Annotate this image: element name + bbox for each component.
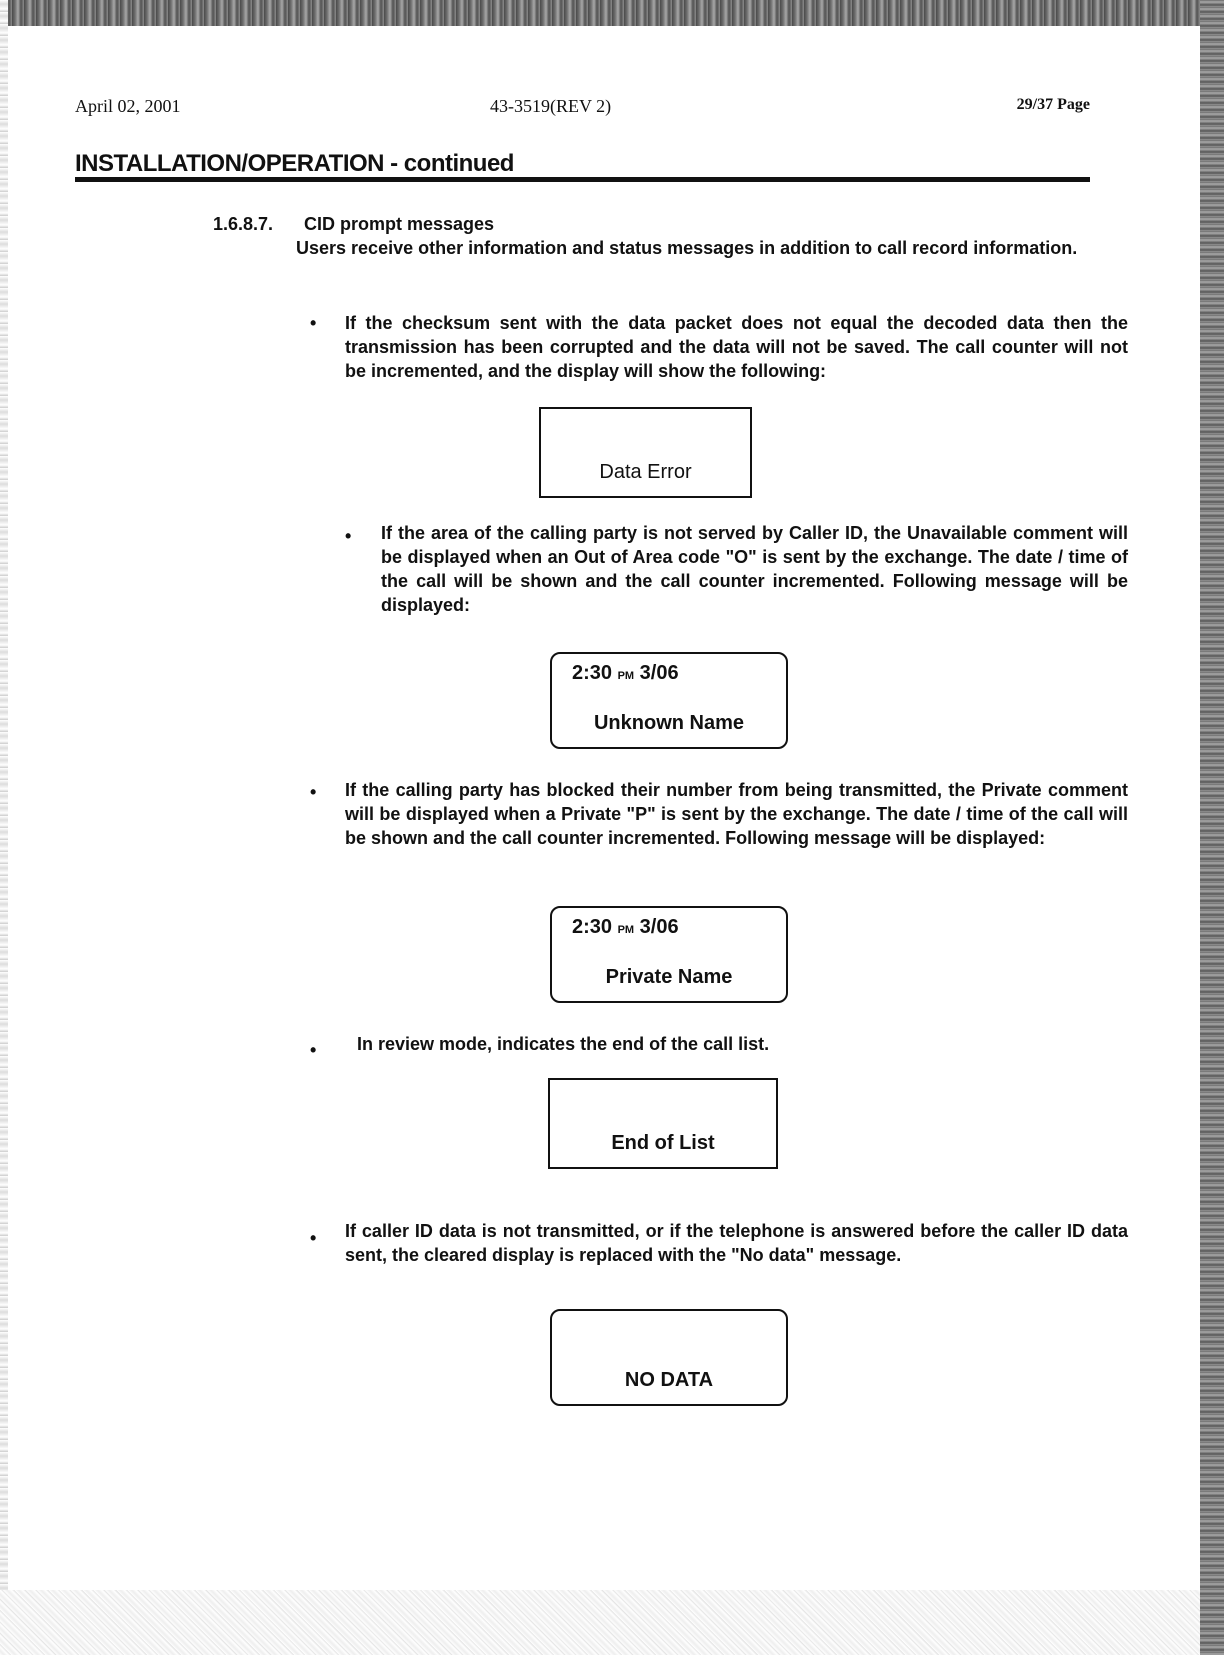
lcd-display-end-of-list bbox=[548, 1078, 778, 1169]
section-title: INSTALLATION/OPERATION - continued bbox=[75, 151, 1090, 182]
header-doc-number: 43-3519(REV 2) bbox=[490, 96, 612, 116]
lcd-time-date bbox=[572, 662, 679, 685]
lcd-message: Unknown Name bbox=[593, 712, 745, 734]
subsection-intro: Users receive other information and status messages in addition to call record information. bbox=[296, 238, 1078, 258]
lcd-display-unknown-name bbox=[550, 652, 788, 749]
bullet-text-end-of-list: In review mode, indicates the end of the call list. bbox=[357, 1034, 770, 1054]
bullet-marker: • bbox=[310, 1228, 317, 1248]
lcd-time: 2:30 bbox=[572, 662, 613, 684]
scan-edge-left bbox=[0, 0, 8, 1655]
lcd-message: Private Name bbox=[605, 966, 733, 988]
lcd-date: 3/06 bbox=[639, 916, 679, 938]
bullet-text-no-data: If caller ID data is not transmitted, or if the telephone is answered before the caller ID data sent, the cleared display is replaced with the "No data" message. bbox=[345, 1221, 1128, 1265]
bullet-text-unavailable: If the area of the calling party is not served by Caller ID, the Unavailable comment will be displayed when an Out of Area code "O" is sent by the exchange. The date / time of the call will be shown and the call counter incremented. Following message will be displayed: bbox=[381, 523, 1128, 615]
lcd-display-data-error bbox=[539, 407, 752, 498]
lcd-time: 2:30 bbox=[572, 916, 613, 938]
bullet-marker: • bbox=[310, 782, 317, 802]
lcd-display-private-name bbox=[550, 906, 788, 1003]
subsection-title: CID prompt messages bbox=[304, 214, 495, 234]
lcd-date: 3/06 bbox=[639, 662, 679, 684]
scan-edge-top bbox=[0, 0, 1224, 26]
bullet-marker: • bbox=[310, 313, 317, 333]
bullet-marker: • bbox=[345, 526, 352, 546]
subsection-number: 1.6.8.7. bbox=[213, 214, 274, 234]
header-page-number: 29/37 Page bbox=[1016, 96, 1090, 113]
lcd-ampm: PM bbox=[617, 924, 635, 936]
lcd-display-no-data bbox=[550, 1309, 788, 1406]
scan-edge-bottom bbox=[0, 1590, 1200, 1655]
bullet-text-private: If the calling party has blocked their number from being transmitted, the Private comment will be displayed when a Private "P" is sent by the exchange. The date / time of the call will be shown and the call counter incremented. Following message will be displayed: bbox=[345, 780, 1128, 848]
bullet-text-checksum: If the checksum sent with the data packet does not equal the decoded data then the transmission has been corrupted and the data will not be saved. The call counter will not be incremented, and the display will show the following: bbox=[345, 313, 1128, 381]
scan-edge-right bbox=[1200, 0, 1224, 1655]
lcd-message: NO DATA bbox=[624, 1369, 714, 1391]
header-date: April 02, 2001 bbox=[75, 96, 181, 116]
lcd-time-date bbox=[572, 916, 679, 939]
bullet-marker: • bbox=[310, 1040, 317, 1060]
lcd-message: End of List bbox=[611, 1132, 715, 1154]
lcd-ampm: PM bbox=[617, 670, 635, 682]
lcd-message: Data Error bbox=[599, 461, 692, 483]
